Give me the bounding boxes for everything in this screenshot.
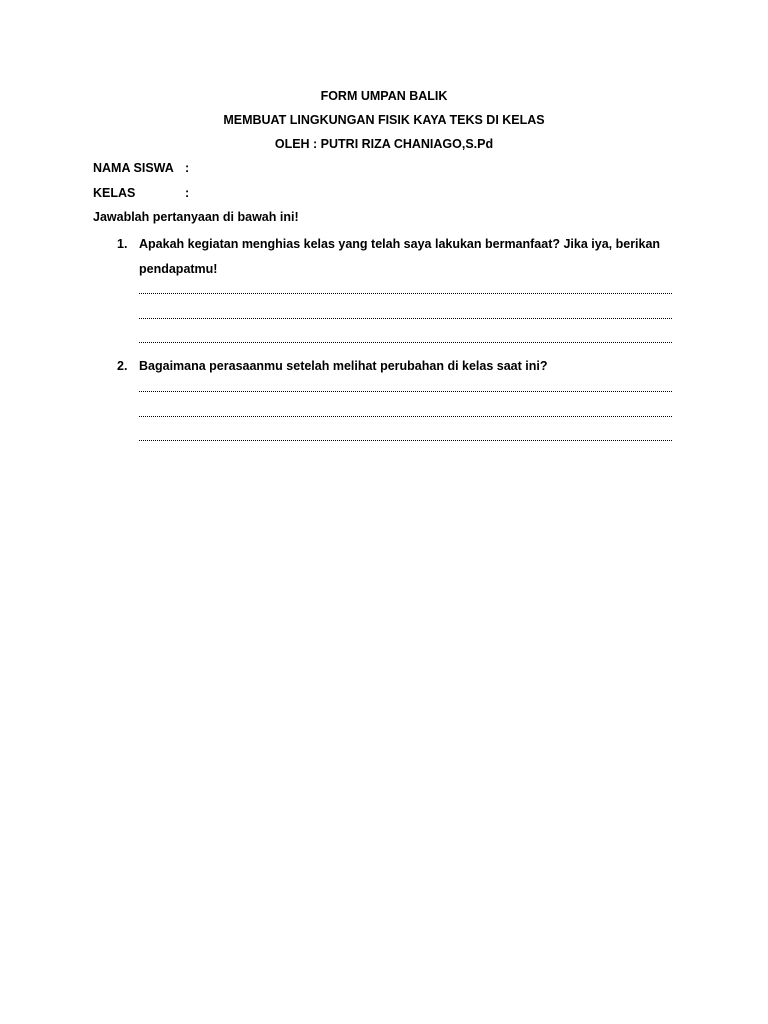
instruction-text: Jawablah pertanyaan di bawah ini! — [93, 210, 299, 224]
question-1-answer-line-2 — [139, 318, 672, 319]
student-name-label: NAMA SISWA — [93, 161, 174, 175]
student-name-colon: : — [185, 161, 190, 175]
question-2-number: 2. — [117, 359, 128, 373]
question-1-text: Apakah kegiatan menghias kelas yang telah saya lakukan bermanfaat? Jika iya, berikan pendapatmu! — [139, 237, 661, 276]
form-title: FORM UMPAN BALIK — [320, 89, 448, 103]
class-label: KELAS — [93, 186, 136, 200]
form-subtitle: MEMBUAT LINGKUNGAN FISIK KAYA TEKS DI KELAS — [223, 113, 545, 127]
question-2-answer-line-1 — [139, 391, 672, 392]
question-1-number: 1. — [117, 237, 128, 251]
student-name-field — [93, 161, 189, 175]
class-colon: : — [185, 186, 190, 200]
question-2-answer-line-3 — [139, 440, 672, 441]
class-field — [93, 186, 189, 200]
form-author: OLEH : PUTRI RIZA CHANIAGO,S.Pd — [274, 137, 494, 151]
question-2-answer-line-2 — [139, 416, 672, 417]
question-2-text: Bagaimana perasaanmu setelah melihat perubahan di kelas saat ini? — [139, 359, 548, 373]
question-1-answer-line-1 — [139, 293, 672, 294]
question-1-answer-line-3 — [139, 342, 672, 343]
